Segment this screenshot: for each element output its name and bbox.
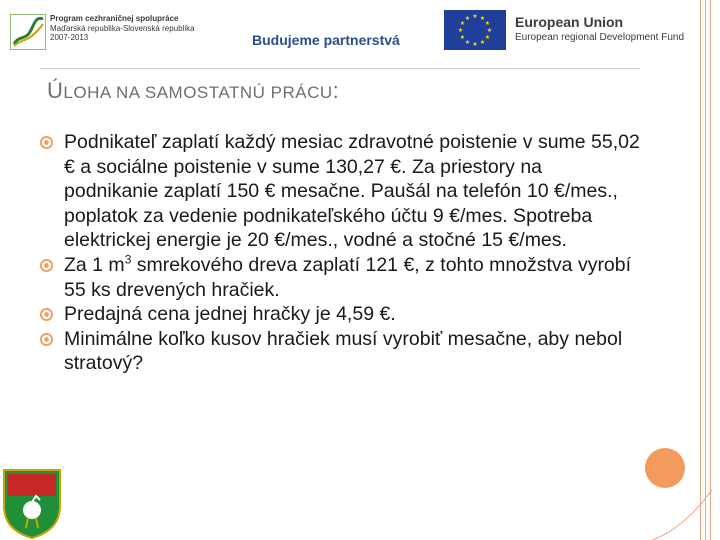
list-item-text-post: smrekového dreva zaplatí 121 €, z tohto množstva vyrobí 55 ks drevených hračiek. — [64, 253, 632, 301]
bullet-icon — [40, 333, 53, 346]
svg-text:★: ★ — [479, 39, 486, 46]
coat-of-arms-icon — [0, 466, 64, 540]
svg-text:★: ★ — [464, 15, 471, 22]
svg-text:★: ★ — [472, 41, 478, 48]
superscript: 3 — [124, 252, 132, 267]
eu-flag-icon — [444, 10, 506, 50]
decorative-edge-lines — [700, 0, 714, 540]
bullet-icon — [40, 308, 53, 321]
svg-text:★: ★ — [479, 15, 486, 22]
header — [0, 0, 720, 70]
title-colon: : — [332, 78, 340, 103]
list-item-text: Podnikateľ zaplatí každý mesiac zdravotné poistenie v sume 55,02 € a sociálne poistenie v sume 130,27 €. Za priestory na podnikanie zaplatí 150 € mesačne. Paušál na telefón 10 €/mes., poplatok za vedenie podnikateľského účtu 9 €/mes. Spotreba elektrickej energie je 20 €/mes., vodné a stočné 15 €/mes. — [64, 131, 640, 252]
title-rest: LOHA NA SAMOSTATNÚ PRÁCU — [63, 83, 333, 102]
eu-subtitle: European regional Development Fund — [515, 32, 684, 43]
task-list — [40, 130, 640, 376]
program-line2: Maďarská republika-Slovenská republika — [50, 23, 195, 33]
list-item — [40, 327, 640, 376]
svg-text:★: ★ — [457, 27, 464, 34]
program-years: 2007-2013 — [50, 33, 89, 42]
page-title — [47, 78, 339, 104]
bullet-icon — [40, 136, 53, 149]
list-item — [40, 253, 640, 302]
title-first-letter: Ú — [47, 78, 64, 103]
slogan: Budujeme partnerstvá — [252, 32, 400, 48]
page-corner-fold — [652, 490, 712, 540]
eu-label — [515, 14, 684, 43]
program-logo-icon — [10, 14, 46, 50]
svg-text:★: ★ — [459, 20, 466, 27]
list-item — [40, 130, 640, 253]
svg-text:★: ★ — [484, 20, 491, 27]
decorative-orange-circle — [645, 448, 685, 488]
svg-text:★: ★ — [484, 34, 491, 41]
list-item-text-pre: Za 1 m — [64, 253, 125, 276]
svg-text:★: ★ — [472, 13, 478, 20]
svg-text:★: ★ — [486, 27, 493, 34]
list-item-text: Predajná cena jednej hračky je 4,59 €. — [64, 303, 396, 326]
svg-text:★: ★ — [464, 39, 471, 46]
list-item-text: Minimálne koľko kusov hračiek musí vyrobiť mesačne, aby nebol stratový? — [64, 327, 623, 375]
list-item — [40, 302, 640, 327]
program-line1: Program cezhraničnej spolupráce — [50, 14, 179, 23]
svg-text:★: ★ — [459, 34, 466, 41]
program-text — [50, 14, 195, 43]
eu-title: European Union — [515, 14, 624, 30]
bullet-icon — [40, 259, 53, 272]
header-divider — [40, 68, 640, 69]
